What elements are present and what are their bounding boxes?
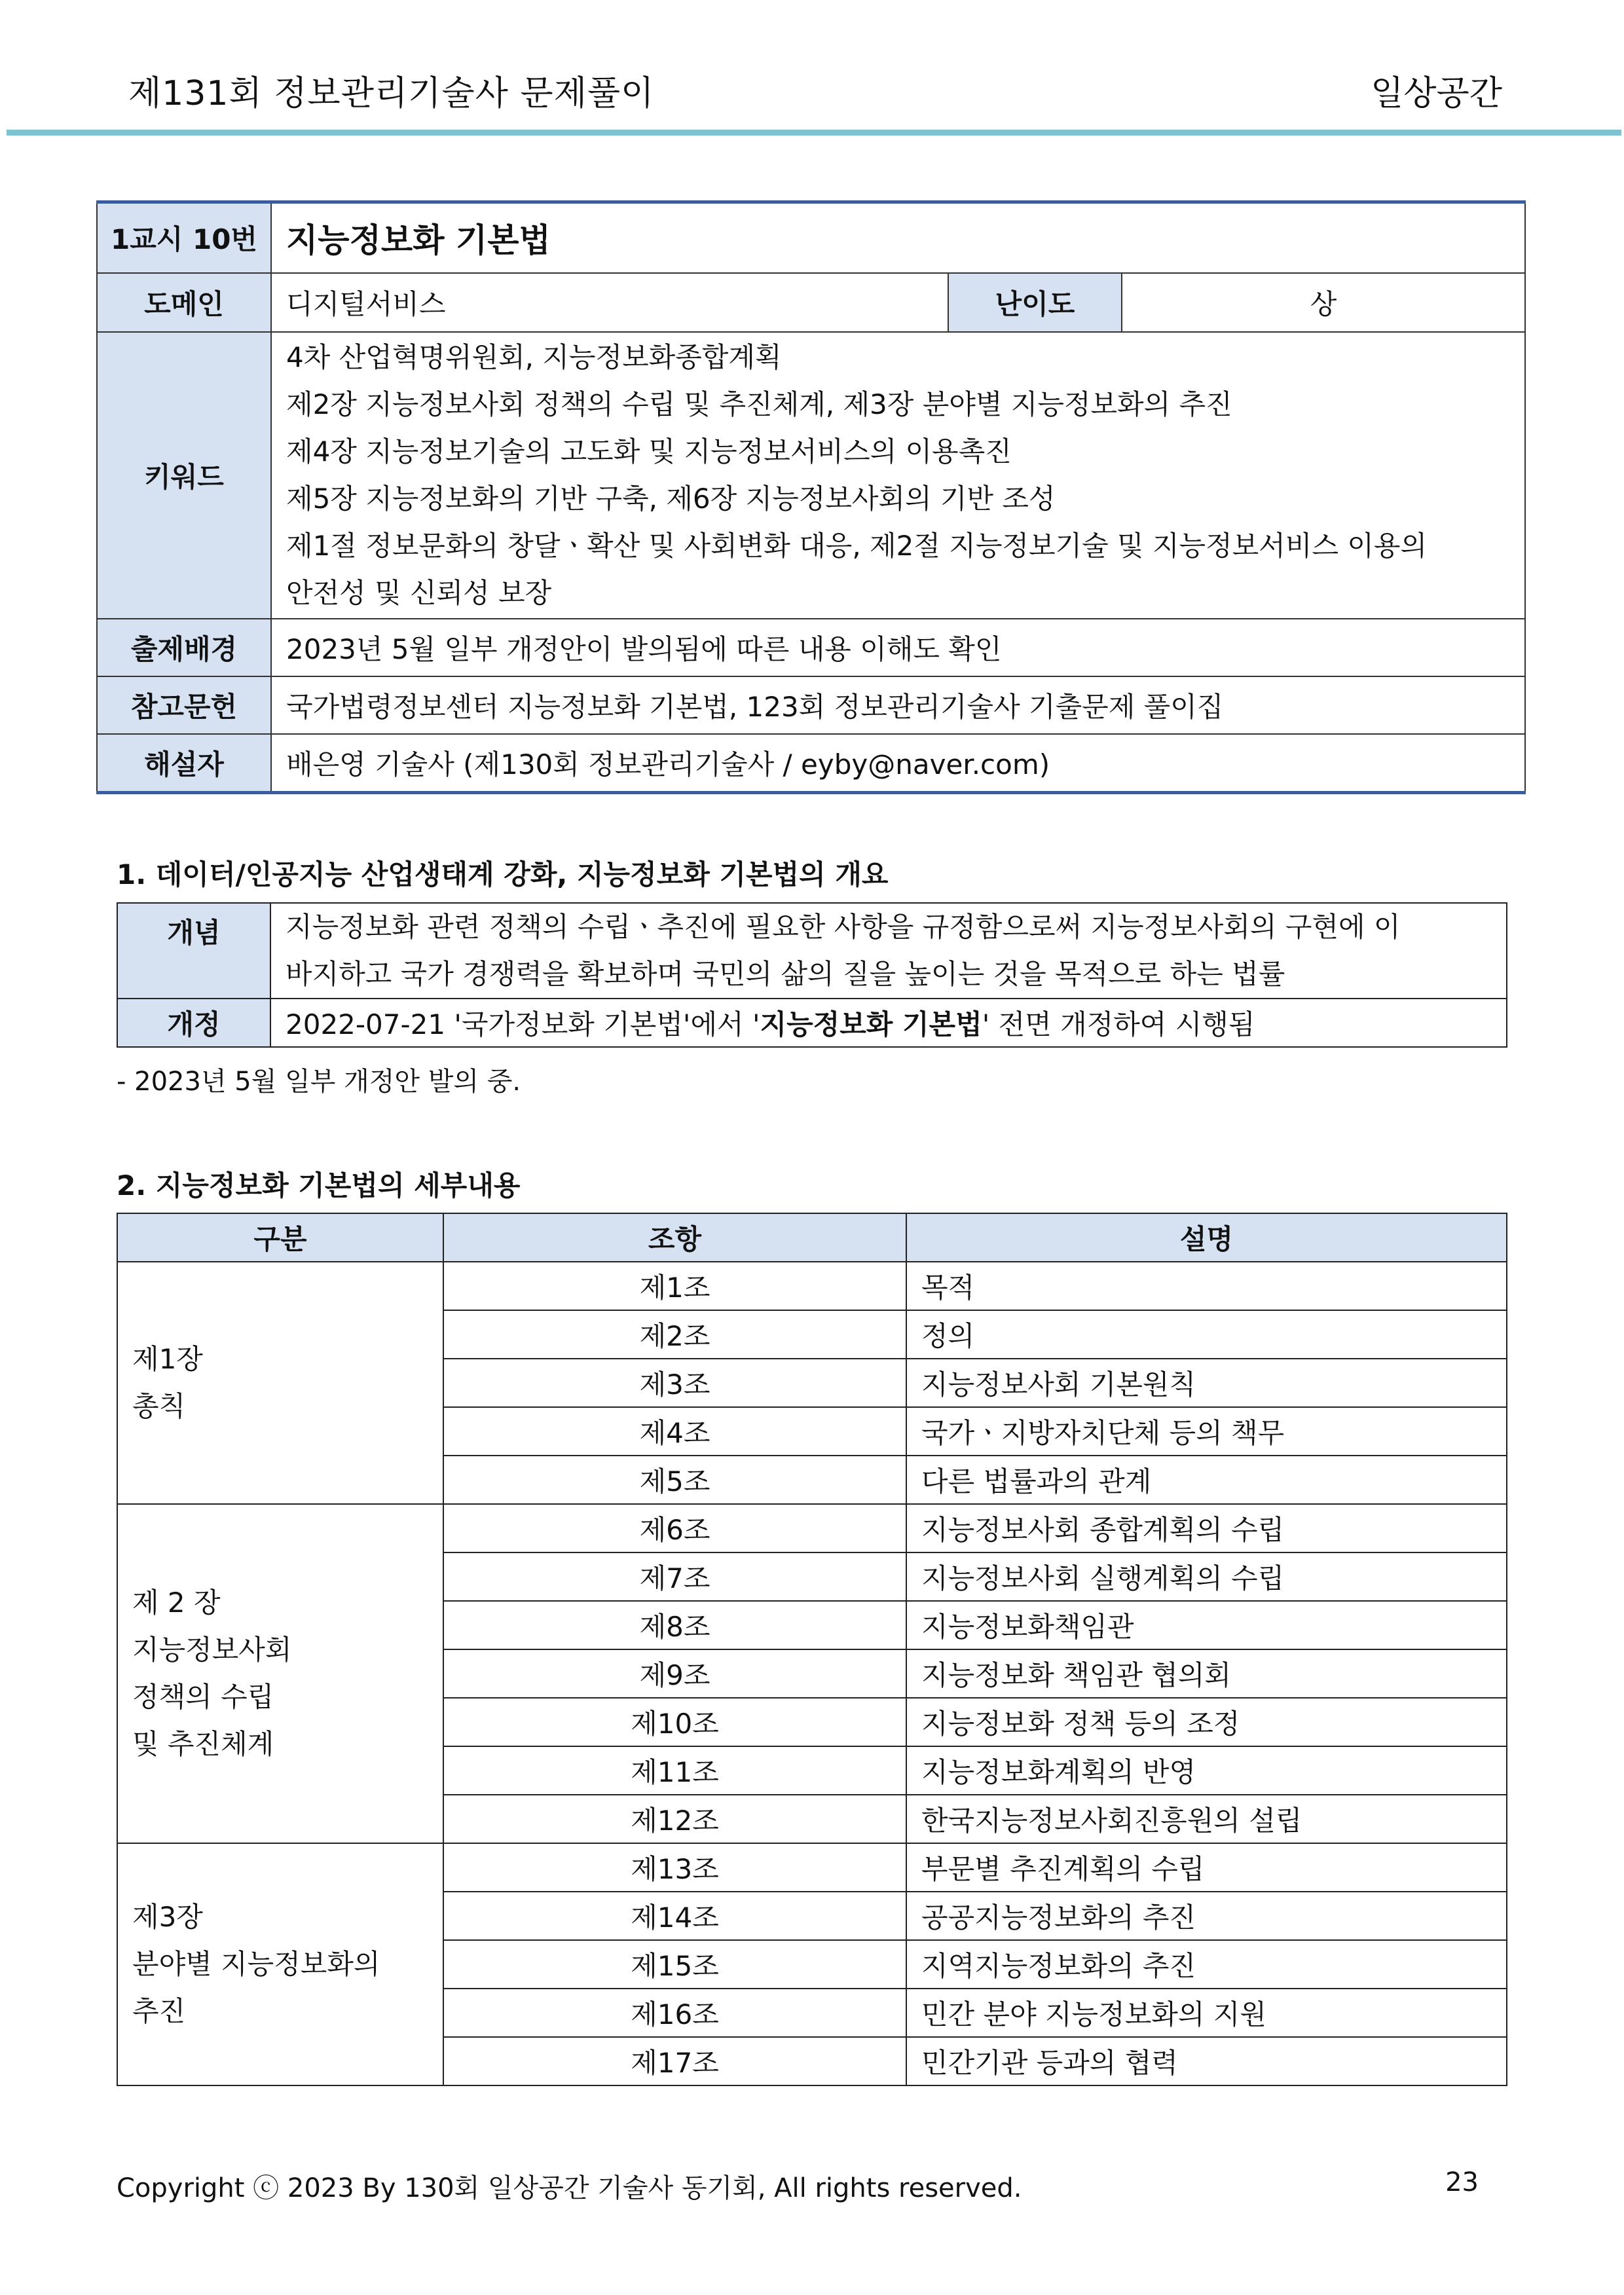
description-cell: 민간기관 등과의 협력	[906, 2037, 1507, 2085]
details-table	[117, 1213, 1507, 2086]
background-value: 2023년 5월 일부 개정안이 발의됨에 따른 내용 이해도 확인	[271, 619, 1525, 676]
author-value: 배은영 기술사 (제130회 정보관리기술사 / eyby@naver.com)	[271, 734, 1525, 793]
concept-label: 개념	[117, 903, 270, 999]
difficulty-value: 상	[1122, 273, 1525, 332]
article-cell: 제15조	[443, 1940, 906, 1989]
description-cell: 지능정보화책임관	[906, 1601, 1507, 1649]
article-cell: 제16조	[443, 1989, 906, 2037]
reference-value: 국가법령정보센터 지능정보화 기본법, 123회 정보관리기술사 기출문제 풀이집	[271, 676, 1525, 734]
keyword-line: 제2장 지능정보사회 정책의 수립 및 추진체계, 제3장 분야별 지능정보화의 추진	[286, 388, 1232, 420]
question-number: 1교시 10번	[97, 202, 271, 273]
description-cell: 다른 법률과의 관계	[906, 1456, 1507, 1504]
article-cell: 제10조	[443, 1698, 906, 1746]
author-label: 해설자	[97, 734, 271, 793]
background-label: 출제배경	[97, 619, 271, 676]
description-cell: 지능정보화계획의 반영	[906, 1746, 1507, 1795]
chapter-label: 정책의 수립	[132, 1681, 274, 1713]
chapter-label: 추진	[132, 1995, 186, 2027]
keywords-list	[271, 332, 1525, 619]
description-cell: 지능정보사회 실행계획의 수립	[906, 1552, 1507, 1601]
domain-label: 도메인	[97, 273, 271, 332]
section-2-heading: 2. 지능정보화 기본법의 세부내용	[117, 1169, 521, 1202]
revision-text-bold: 지능정보화 기본법	[760, 1008, 982, 1040]
article-cell: 제12조	[443, 1795, 906, 1843]
article-cell: 제1조	[443, 1262, 906, 1310]
domain-value: 디지털서비스	[271, 273, 948, 332]
keyword-line: 제1절 정보문화의 창달ㆍ확산 및 사회변화 대응, 제2절 지능정보기술 및 지능정보서비스 이용의	[286, 529, 1428, 562]
overview-table	[117, 902, 1507, 1048]
keyword-line: 안전성 및 신뢰성 보장	[286, 576, 552, 609]
question-title: 지능정보화 기본법	[271, 202, 1525, 273]
chapter-label: 제 2 장	[132, 1587, 221, 1619]
description-cell: 국가ㆍ지방자치단체 등의 책무	[906, 1407, 1507, 1456]
article-cell: 제6조	[443, 1504, 906, 1552]
description-cell: 지역지능정보화의 추진	[906, 1940, 1507, 1989]
concept-line: 지능정보화 관련 정책의 수립ㆍ추진에 필요한 사항을 규정함으로써 지능정보사회의 구현에 이	[286, 911, 1401, 943]
description-cell: 민간 분야 지능정보화의 지원	[906, 1989, 1507, 2037]
description-cell: 정의	[906, 1310, 1507, 1359]
revision-note: - 2023년 5월 일부 개정안 발의 중.	[117, 1067, 521, 1097]
keywords-label: 키워드	[97, 332, 271, 619]
chapter-label: 및 추진체계	[132, 1728, 274, 1760]
keyword-line: 4차 산업혁명위원회, 지능정보화종합계획	[286, 340, 782, 373]
article-cell: 제3조	[443, 1359, 906, 1407]
chapter-label: 지능정보사회	[132, 1634, 292, 1666]
chapter-label: 제3장	[132, 1901, 203, 1933]
footer-copyright: Copyright ⓒ 2023 By 130회 일상공간 기술사 동기회, All rights reserved.	[117, 2173, 1022, 2203]
article-cell: 제5조	[443, 1456, 906, 1504]
article-cell: 제8조	[443, 1601, 906, 1649]
revision-text-post: ' 전면 개정하여 시행됨	[982, 1008, 1255, 1040]
difficulty-label: 난이도	[948, 273, 1122, 332]
reference-label: 참고문헌	[97, 676, 271, 734]
article-cell: 제7조	[443, 1552, 906, 1601]
keyword-line: 제4장 지능정보기술의 고도화 및 지능정보서비스의 이용촉진	[286, 435, 1012, 468]
concept-text	[270, 903, 1507, 999]
article-cell: 제14조	[443, 1892, 906, 1940]
page-header-brand: 일상공간	[1371, 74, 1502, 113]
revision-text	[270, 999, 1507, 1047]
article-cell: 제9조	[443, 1649, 906, 1698]
description-cell: 목적	[906, 1262, 1507, 1310]
page-header-title: 제131회 정보관리기술사 문제풀이	[128, 74, 655, 113]
article-cell: 제4조	[443, 1407, 906, 1456]
chapter-label: 제1장	[132, 1343, 203, 1375]
description-cell: 부문별 추진계획의 수립	[906, 1843, 1507, 1892]
page-number: 23	[1445, 2167, 1479, 2197]
description-cell: 한국지능정보사회진흥원의 설립	[906, 1795, 1507, 1843]
article-cell: 제11조	[443, 1746, 906, 1795]
chapter-1-cell	[117, 1262, 443, 1504]
chapter-3-cell	[117, 1843, 443, 2085]
header-divider	[7, 130, 1621, 136]
description-cell: 공공지능정보화의 추진	[906, 1892, 1507, 1940]
chapter-label: 총칙	[132, 1390, 186, 1422]
keyword-line: 제5장 지능정보화의 기반 구축, 제6장 지능정보사회의 기반 조성	[286, 482, 1056, 515]
article-cell: 제2조	[443, 1310, 906, 1359]
description-cell: 지능정보화 책임관 협의회	[906, 1649, 1507, 1698]
column-header-description: 설명	[906, 1213, 1507, 1262]
article-cell: 제13조	[443, 1843, 906, 1892]
column-header-category: 구분	[117, 1213, 443, 1262]
revision-label: 개정	[117, 999, 270, 1047]
description-cell: 지능정보사회 종합계획의 수립	[906, 1504, 1507, 1552]
section-1-heading: 1. 데이터/인공지능 산업생태계 강화, 지능정보화 기본법의 개요	[117, 858, 889, 890]
chapter-2-cell	[117, 1504, 443, 1843]
revision-text-pre: 2022-07-21 '국가정보화 기본법'에서 '	[286, 1008, 760, 1040]
article-cell: 제17조	[443, 2037, 906, 2085]
description-cell: 지능정보화 정책 등의 조정	[906, 1698, 1507, 1746]
description-cell: 지능정보사회 기본원칙	[906, 1359, 1507, 1407]
chapter-label: 분야별 지능정보화의	[132, 1948, 380, 1980]
concept-line: 바지하고 국가 경쟁력을 확보하며 국민의 삶의 질을 높이는 것을 목적으로 하는 법률	[286, 958, 1285, 990]
question-info-table	[96, 200, 1526, 794]
column-header-article: 조항	[443, 1213, 906, 1262]
